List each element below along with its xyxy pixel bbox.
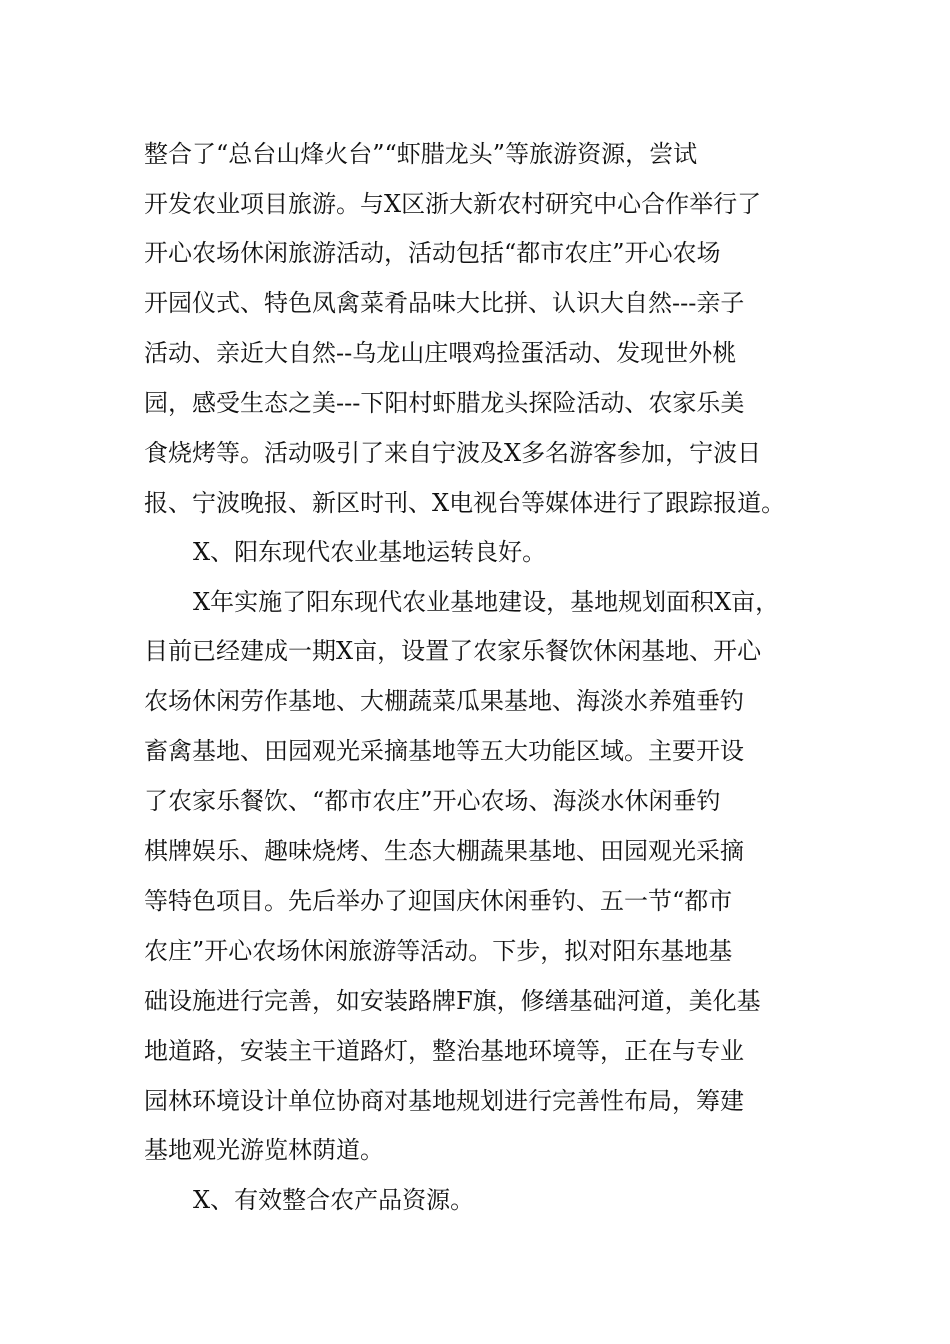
- text-line: 报、宁波晚报、新区时刊、X电视台等媒体进行了跟踪报道。: [144, 489, 786, 517]
- text-line: 开发农业项目旅游。与X区浙大新农村研究中心合作举行了: [144, 190, 762, 218]
- text-line: 开园仪式、特色凤禽菜肴品味大比拼、认识大自然---亲子: [144, 289, 745, 317]
- text-line: 地道路，安装主干道路灯，整治基地环境等，正在与专业: [144, 1037, 744, 1065]
- text-line: 等特色项目。先后举办了迎国庆休闲垂钓、五一节“都市: [144, 887, 733, 915]
- text-line: 基地观光游览林荫道。: [144, 1136, 384, 1164]
- text-line: 了农家乐餐饮、“都市农庄”开心农场、海淡水休闲垂钓: [144, 787, 721, 815]
- text-line: 园，感受生态之美---下阳村虾腊龙头探险活动、农家乐美: [144, 389, 745, 417]
- section-heading: X、阳东现代农业基地运转良好。: [193, 538, 547, 566]
- text-line: 畜禽基地、田园观光采摘基地等五大功能区域。主要开设: [144, 737, 744, 765]
- text-line: 开心农场休闲旅游活动，活动包括“都市农庄”开心农场: [144, 239, 721, 267]
- section-heading: X、有效整合农产品资源。: [193, 1186, 475, 1214]
- text-line: 活动、亲近大自然--乌龙山庄喂鸡捡蛋活动、发现世外桃: [144, 339, 737, 367]
- text-line: 础设施进行完善，如安装路牌F旗，修缮基础河道，美化基: [144, 987, 761, 1015]
- text-line: 目前已经建成一期X亩，设置了农家乐餐饮休闲基地、开心: [144, 637, 762, 665]
- text-line: 整合了“总台山烽火台”“虾腊龙头”等旅游资源，尝试: [144, 140, 698, 168]
- text-line: 农庄”开心农场休闲旅游等活动。下步，拟对阳东基地基: [144, 937, 733, 965]
- text-line: 食烧烤等。活动吸引了来自宁波及X多名游客参加，宁波日: [144, 439, 762, 467]
- text-line: 棋牌娱乐、趣味烧烤、生态大棚蔬果基地、田园观光采摘: [144, 837, 744, 865]
- text-line: 农场休闲劳作基地、大棚蔬菜瓜果基地、海淡水养殖垂钓: [144, 687, 744, 715]
- paragraph-first-line: X年实施了阳东现代农业基地建设，基地规划面积X亩，: [193, 588, 780, 616]
- text-line: 园林环境设计单位协商对基地规划进行完善性布局，筹建: [144, 1087, 744, 1115]
